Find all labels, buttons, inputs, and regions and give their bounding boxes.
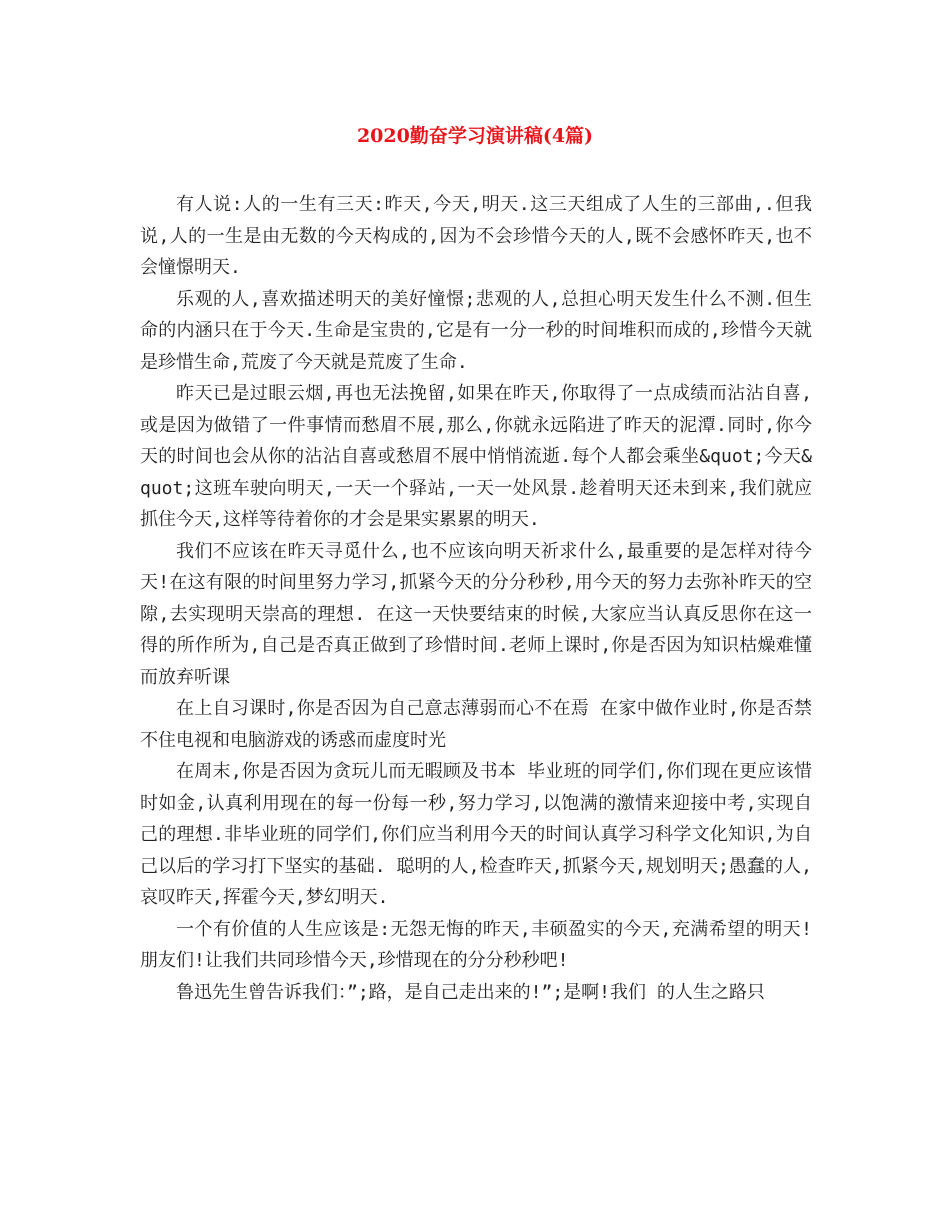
paragraph: 一个有价值的人生应该是:无怨无悔的昨天,丰硕盈实的今天,充满希望的明天!朋友们!让我们共同珍惜今天,珍惜现在的分分秒秒吧! [140,918,812,971]
paragraph: 我们不应该在昨天寻觅什么,也不应该向明天祈求什么,最重要的是怎样对待今天!在这有限的时间里努力学习,抓紧今天的分分秒秒,用今天的努力去弥补昨天的空隙,去实现明天崇高的理想. 在这一天快要结束的时候,大家应当认真反思你在这一得的所作所为,自己是否真正做到了珍惜时间.老师上课时,你是否因为知识枯燥难懂而放弃听课 [140,540,812,688]
paragraph: 乐观的人,喜欢描述明天的美好憧憬;悲观的人,总担心明天发生什么不测.但生命的内涵只在于今天.生命是宝贵的,它是有一分一秒的时间堆积而成的,珍惜今天就是珍惜生命,荒废了今天就是荒废了生命. [140,288,812,373]
paragraph: 鲁迅先生曾告诉我们：”;路，是自己走出来的!”;是啊!我们 的人生之路只 [176,981,765,1003]
paragraph: 在周末,你是否因为贪玩儿而无暇顾及书本 毕业班的同学们,你们现在更应该惜时如金,认真利用现在的每一份每一秒,努力学习,以饱满的激情来迎接中考,实现自己的理想.非毕业班的同学们,你们应当利用今天的时间认真学习科学文化知识,为自己以后的学习打下坚实的基础. 聪明的人,检查昨天,抓紧今天,规划明天;愚蠢的人,哀叹昨天,挥霍今天,梦幻明天. [140,761,812,908]
paragraph: 有人说:人的一生有三天:昨天,今天,明天.这三天组成了人生的三部曲,.但我说,人的一生是由无数的今天构成的,因为不会珍惜今天的人,既不会感怀昨天,也不会憧憬明天. [140,194,812,278]
document-title: 2020勤奋学习演讲稿(4篇) [356,125,594,147]
paragraph: 在上自习课时,你是否因为自己意志薄弱而心不在焉 在家中做作业时,你是否禁不住电视和电脑游戏的诱惑而虚度时光 [140,698,812,751]
paragraph: 昨天已是过眼云烟,再也无法挽留,如果在昨天,你取得了一点成绩而沾沾自喜,或是因为做错了一件事情而愁眉不展,那么,你就永远陷进了昨天的泥潭.同时,你今天的时间也会从你的沾沾自喜或愁眉不展中悄悄流逝.每个人都会乘坐&quot;今天&quot;这班车驶向明天,一天一个驿站,一天一处风景.趁着明天还未到来,我们就应抓住今天,这样等待着你的才会是果实累累的明天. [140,383,812,530]
document-body [140,189,812,1008]
